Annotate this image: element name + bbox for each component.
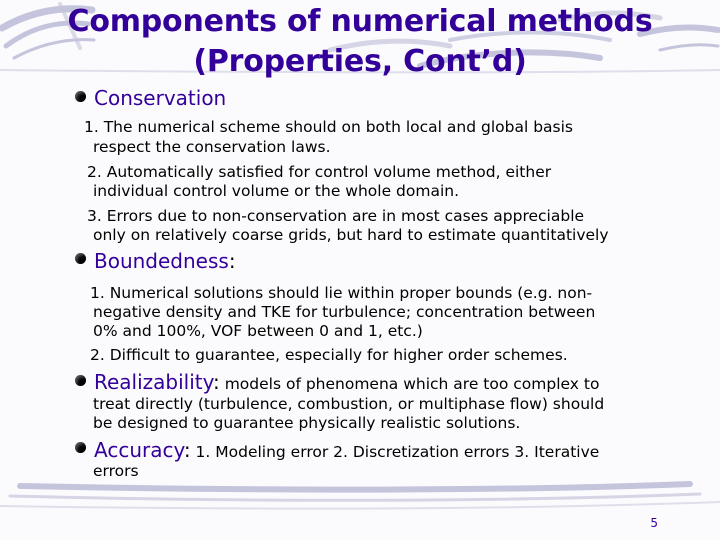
realizability-inline-text: models of phenomena which are too complex to	[219, 375, 600, 393]
bullet-icon	[75, 91, 86, 102]
heading-colon: :	[183, 438, 191, 462]
conservation-line: 3. Errors due to non-conservation are in most cases appreciable	[87, 207, 585, 225]
conservation-line: 1. The numerical scheme should on both local and global basis	[84, 118, 573, 136]
conservation-line: 2. Automatically satisfied for control volume method, either	[87, 163, 552, 181]
conservation-line: respect the conservation laws.	[93, 138, 331, 156]
slide-title-line-1: Components of numerical methods	[67, 4, 653, 39]
section-heading-accuracy	[94, 438, 599, 464]
conservation-line: individual control volume or the whole domain.	[93, 182, 460, 200]
accuracy-inline-text: 1. Modeling error 2. Discretization errors 3. Iterative	[190, 443, 600, 461]
slide-title-line-2: (Properties, Cont’d)	[193, 44, 527, 79]
realizability-heading-text: Realizability	[94, 370, 214, 394]
section-heading-boundedness	[94, 249, 236, 273]
section-heading-conservation: Conservation	[94, 86, 227, 110]
page-number: 5	[650, 516, 658, 530]
boundedness-line: 1. Numerical solutions should lie within proper bounds (e.g. non-	[90, 284, 593, 302]
bullet-icon	[75, 442, 86, 453]
heading-colon: :	[228, 249, 236, 273]
realizability-line: treat directly (turbulence, combustion, or multiphase flow) should	[93, 395, 605, 413]
bullet-icon	[75, 375, 86, 386]
accuracy-line: errors	[93, 462, 139, 480]
bullet-icon	[75, 253, 86, 264]
realizability-line: be designed to guarantee physically realistic solutions.	[93, 414, 521, 432]
section-heading-realizability	[94, 370, 599, 396]
boundedness-line: 2. Difficult to guarantee, especially for higher order schemes.	[90, 346, 568, 364]
accuracy-heading-text: Accuracy	[94, 438, 184, 462]
boundedness-line: negative density and TKE for turbulence; concentration between	[93, 303, 596, 321]
conservation-line: only on relatively coarse grids, but hard to estimate quantitatively	[93, 226, 609, 244]
boundedness-heading-text: Boundedness	[94, 249, 229, 273]
boundedness-line: 0% and 100%, VOF between 0 and 1, etc.)	[93, 322, 423, 340]
heading-colon: :	[213, 370, 220, 394]
